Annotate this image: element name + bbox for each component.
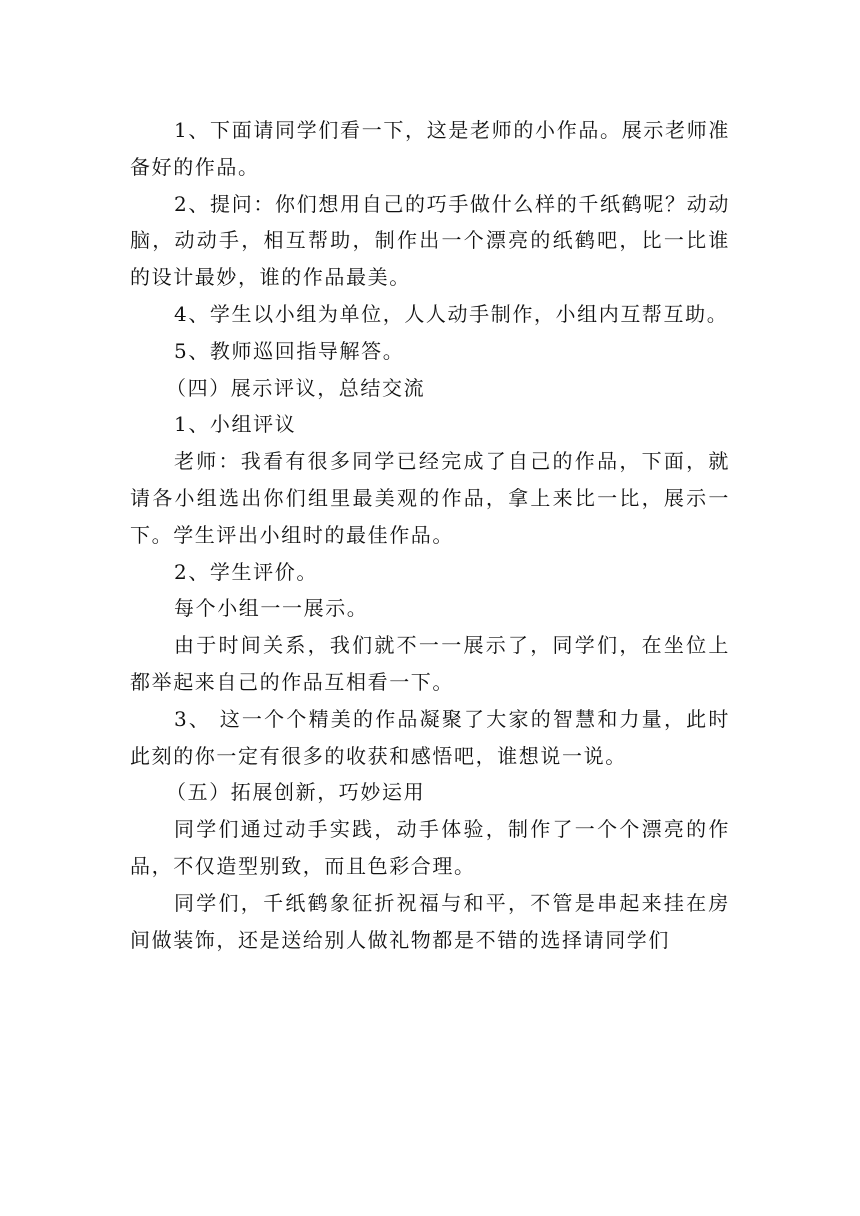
paragraph-5: 1、小组评议: [174, 412, 297, 437]
section-heading-5: （五）拓展创新，巧妙运用: [166, 780, 426, 805]
paragraph-9: 由于时间关系，我们就不一一展示了，同学们，在坐位上都举起来自己的作品互相看一下。: [130, 633, 730, 694]
paragraph-10: 3、 这一个个精美的作品凝聚了大家的智慧和力量，此时此刻的你一定有很多的收获和感悟吧，谁想说一说。: [130, 706, 730, 768]
section-heading-4: （四）展示评议，总结交流: [166, 375, 426, 400]
paragraph-4: 5、教师巡回指导解答。: [174, 338, 405, 363]
paragraph-2: 2、提问：你们想用自己的巧手做什么样的千纸鹤呢？动动脑，动动手，相互帮助，制作出一个漂亮的纸鹤吧，比一比谁的设计最妙，谁的作品最美。: [130, 191, 730, 290]
paragraph-7: 2、学生评价。: [174, 559, 318, 584]
paragraph-12: 同学们，千纸鹤象征折祝福与和平，不管是串起来挂在房间做装饰，还是送给别人做礼物都是不错的选择请同学们: [130, 890, 730, 952]
paragraph-6: 老师：我看有很多同学已经完成了自己的作品，下面，就请各小组选出你们组里最美观的作品，拿上来比一比，展示一下。学生评出小组时的最佳作品。: [130, 449, 730, 547]
paragraph-11: 同学们通过动手实践，动手体验，制作了一个个漂亮的作品，不仅造型别致，而且色彩合理。: [130, 817, 730, 878]
paragraph-1: 1、下面请同学们看一下，这是老师的小作品。展示老师准备好的作品。: [130, 118, 730, 179]
paragraph-8: 每个小组一一展示。: [174, 596, 369, 621]
document-body: [130, 112, 730, 958]
paragraph-3: 4、学生以小组为单位，人人动手制作，小组内互帮互助。: [174, 301, 729, 326]
